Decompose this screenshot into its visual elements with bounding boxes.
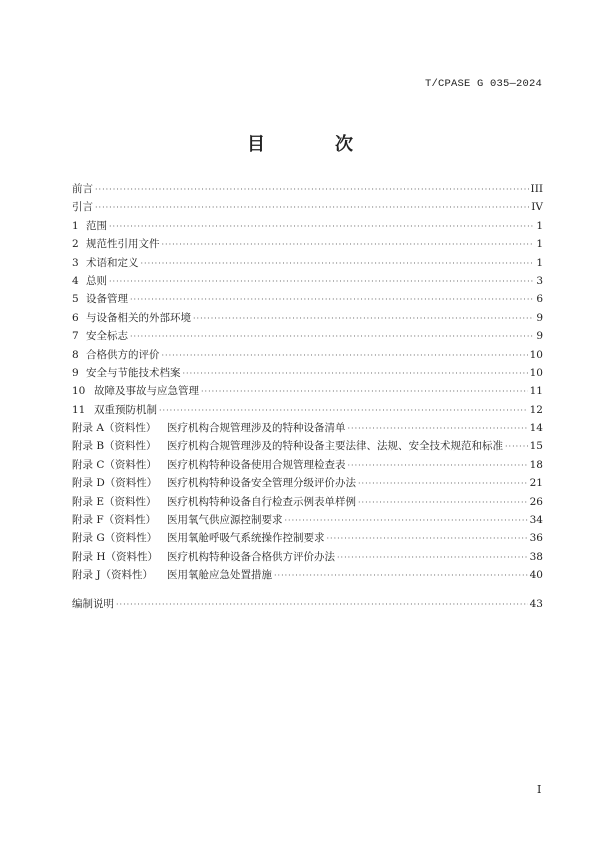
toc-appendix-label: 附录 F（资料性） [72, 514, 157, 527]
toc-entry-page: 38 [529, 550, 543, 563]
dot-leader [183, 365, 528, 383]
toc-entry-page: 1 [536, 219, 543, 232]
dot-leader [285, 512, 528, 530]
dot-leader [348, 420, 528, 438]
page-title: 目 次 [247, 134, 379, 155]
toc-entry-title: 前言 [72, 183, 93, 195]
toc-appendix-label: 附录 A（资料性） [72, 422, 157, 435]
toc-section-number: 4 [72, 274, 79, 287]
dot-leader [130, 291, 534, 309]
dot-leader [109, 218, 534, 236]
toc-entry-title: 规范性引用文件 [86, 238, 160, 251]
toc-entry-title: 医用氧舱应急处置措施 [167, 569, 272, 582]
toc-entry-page: 10 [529, 348, 543, 361]
document-id: T/CPASE G 035—2024 [424, 78, 542, 90]
dot-leader [95, 181, 529, 199]
toc-section-number: 9 [72, 366, 79, 379]
toc-entry-title: 医用氧舱呼吸气系统操作控制要求 [167, 532, 325, 545]
toc-entry-page: 40 [529, 569, 543, 582]
toc-entry-page: IV [531, 201, 543, 214]
toc-section-number: 10 [72, 385, 86, 398]
toc-entry[interactable] [72, 401, 543, 419]
toc-entry-page: 34 [529, 514, 543, 527]
toc-entry[interactable] [72, 493, 543, 511]
toc-entry[interactable] [72, 290, 543, 308]
page-number: I [537, 783, 542, 796]
dot-leader [327, 530, 528, 548]
dot-leader [358, 475, 528, 493]
toc-appendix-label: 附录 G（资料性） [72, 532, 158, 545]
toc-entry-title: 安全标志 [86, 330, 128, 343]
toc-entry[interactable] [72, 511, 543, 529]
toc-entry[interactable] [72, 548, 543, 566]
toc-entry-title: 故障及事故与应急管理 [94, 385, 199, 398]
toc-entry[interactable] [72, 254, 543, 272]
toc-entry-title: 双重预防机制 [94, 403, 157, 416]
dot-leader [193, 310, 534, 328]
toc-entry-title: 编制说明 [72, 598, 114, 611]
toc-entry-title: 医疗机构合规管理涉及的特种设备主要法律、法规、安全技术规范和标准 [167, 440, 503, 453]
toc-entry-title: 医疗机构特种设备自行检查示例表单样例 [167, 495, 356, 508]
toc-entry-page: 12 [529, 403, 543, 416]
toc-entry[interactable] [72, 595, 543, 613]
toc-entry-page: 10 [529, 366, 543, 379]
toc-appendix-label: 附录 J（资料性） [72, 569, 154, 582]
toc-section-number: 3 [72, 256, 79, 269]
toc-appendix-label: 附录 C（资料性） [72, 458, 157, 471]
dot-leader [162, 236, 535, 254]
toc-entry-page: 9 [536, 311, 543, 324]
toc-entry-page: 11 [529, 385, 543, 398]
toc-entry-page: 43 [529, 598, 543, 611]
toc-entry[interactable] [72, 235, 543, 253]
toc-entry-page: 14 [529, 422, 543, 435]
toc-entry[interactable] [72, 419, 543, 437]
toc-entry-page: 1 [536, 238, 543, 251]
toc-entry-title: 总则 [86, 274, 107, 287]
toc-entry[interactable] [72, 529, 543, 547]
dot-leader [116, 596, 528, 614]
dot-leader [201, 383, 528, 401]
toc-entry[interactable] [72, 364, 543, 382]
dot-leader [162, 347, 528, 365]
toc-section-number: 5 [72, 293, 79, 306]
toc-section-number: 8 [72, 348, 79, 361]
toc-section-number: 6 [72, 311, 79, 324]
toc-appendix-label: 附录 D（资料性） [72, 477, 158, 490]
toc-entry-page: 3 [536, 274, 543, 287]
toc-entry[interactable] [72, 382, 543, 400]
toc-appendix-label: 附录 H（资料性） [72, 550, 158, 563]
toc-entry-page: 15 [529, 440, 543, 453]
toc-entry-title: 合格供方的评价 [86, 348, 160, 361]
toc-entry[interactable] [72, 198, 543, 216]
toc-entry-title: 医疗机构合规管理涉及的特种设备清单 [167, 422, 346, 435]
dot-leader [109, 273, 534, 291]
toc-appendix-label: 附录 E（资料性） [72, 495, 157, 508]
toc-entry[interactable] [72, 566, 543, 584]
toc-entry[interactable] [72, 180, 543, 198]
toc-entry[interactable] [72, 474, 543, 492]
toc-section-number: 2 [72, 238, 79, 251]
dot-leader [130, 328, 534, 346]
toc-entry-page: 36 [529, 532, 543, 545]
toc-section-number: 11 [72, 403, 86, 416]
toc-entry-title: 医用氧气供应源控制要求 [167, 514, 283, 527]
toc-entry-page: 9 [536, 330, 543, 343]
toc-entry-title: 术语和定义 [86, 256, 139, 269]
toc-entry[interactable] [72, 456, 543, 474]
toc-section-number: 7 [72, 330, 79, 343]
toc-entry-title: 医疗机构特种设备安全管理分级评价办法 [167, 477, 356, 490]
dot-leader [159, 402, 528, 420]
toc-entry-title: 与设备相关的外部环境 [86, 311, 191, 324]
dot-leader [348, 457, 528, 475]
toc-entry-page: III [530, 183, 543, 195]
toc-entry[interactable] [72, 272, 543, 290]
toc-appendix-label: 附录 B（资料性） [72, 440, 157, 453]
dot-leader [358, 494, 528, 512]
toc-entry[interactable] [72, 346, 543, 364]
toc-entry-page: 6 [536, 293, 543, 306]
toc-entry[interactable] [72, 327, 543, 345]
toc-entry-title: 范围 [86, 219, 107, 232]
dot-leader [141, 255, 535, 273]
toc-entry-page: 21 [529, 477, 543, 490]
toc-entry[interactable] [72, 217, 543, 235]
toc-entry-title: 引言 [72, 201, 93, 214]
toc-entry-title: 医疗机构特种设备合格供方评价办法 [167, 550, 335, 563]
toc-entry-page: 18 [529, 458, 543, 471]
dot-leader [95, 199, 529, 217]
toc-entry-page: 1 [536, 256, 543, 269]
toc-entry[interactable] [72, 437, 543, 455]
toc-entry-title: 安全与节能技术档案 [86, 366, 181, 379]
toc-entry-title: 设备管理 [86, 293, 128, 306]
toc-section-number: 1 [72, 219, 79, 232]
toc-entry[interactable] [72, 309, 543, 327]
dot-leader [337, 549, 528, 567]
toc-entry-page: 26 [529, 495, 543, 508]
table-of-contents [72, 180, 543, 613]
dot-leader [505, 438, 528, 456]
toc-entry-title: 医疗机构特种设备使用合规管理检查表 [167, 458, 346, 471]
dot-leader [274, 567, 528, 585]
